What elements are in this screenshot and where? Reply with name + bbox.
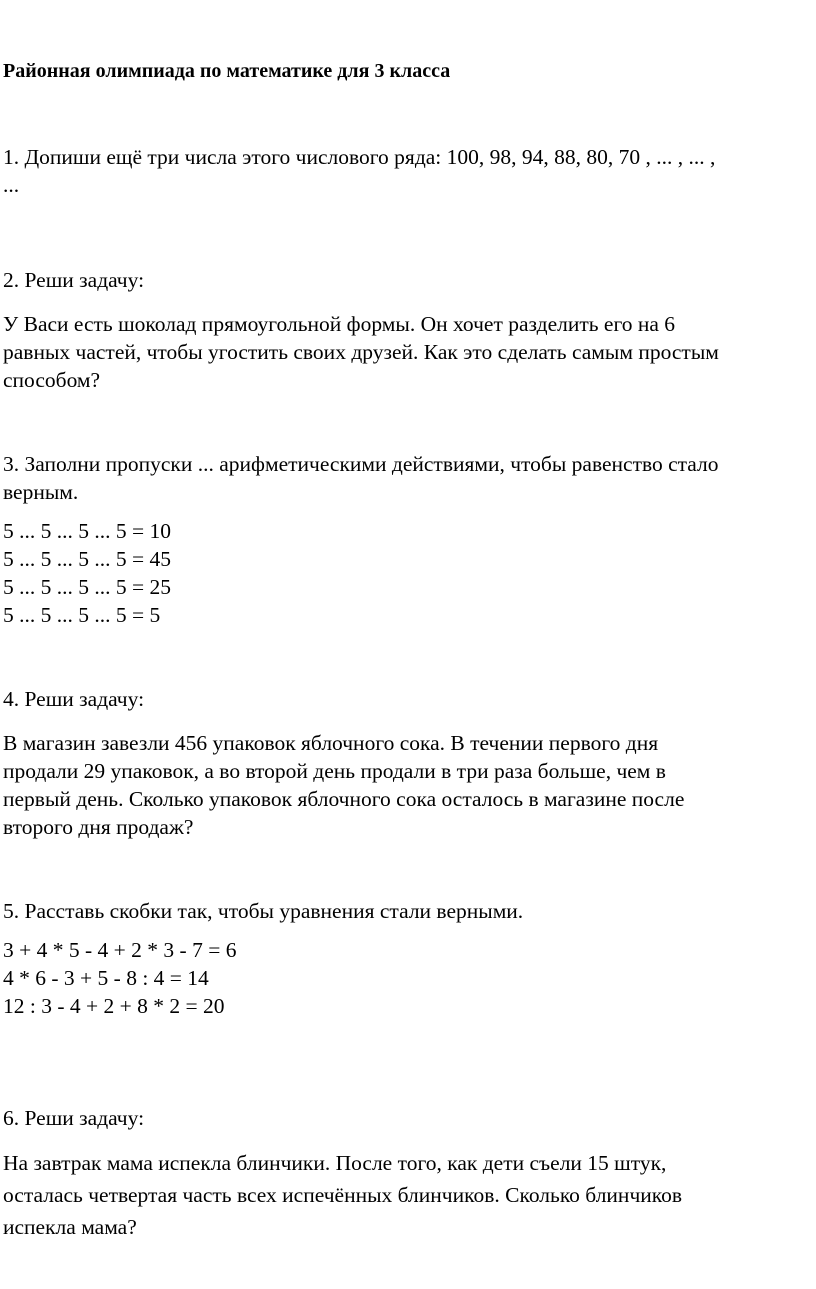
task3-equation-3: 5 ... 5 ... 5 ... 5 = 25 [3, 575, 172, 599]
task6-line-2: осталась четвертая часть всех испечённых блинчиков. Сколько блинчиков [3, 1183, 683, 1207]
task3-equation-4: 5 ... 5 ... 5 ... 5 = 5 [3, 603, 161, 627]
task2-line-3: способом? [3, 368, 101, 392]
task4-line-4: второго дня продаж? [3, 815, 194, 839]
task3-line-1: 3. Заполни пропуски ... арифметическими действиями, чтобы равенство стало [3, 452, 719, 476]
task3-line-2: верным. [3, 480, 79, 504]
task3-equation-2: 5 ... 5 ... 5 ... 5 = 45 [3, 547, 172, 571]
task6-line-1: На завтрак мама испекла блинчики. После того, как дети съели 15 штук, [3, 1151, 667, 1175]
task3-equation-1: 5 ... 5 ... 5 ... 5 = 10 [3, 519, 172, 543]
task6-line-3: испекла мама? [3, 1215, 137, 1239]
task4-line-1: В магазин завезли 456 упаковок яблочного сока. В течении первого дня [3, 731, 659, 755]
task5-heading: 5. Расставь скобки так, чтобы уравнения стали верными. [3, 899, 524, 923]
task6-heading: 6. Реши задачу: [3, 1106, 145, 1130]
task4-heading: 4. Реши задачу: [3, 687, 145, 711]
task4-line-2: продали 29 упаковок, а во второй день продали в три раза больше, чем в [3, 759, 666, 783]
task5-equation-3: 12 : 3 - 4 + 2 + 8 * 2 = 20 [3, 994, 225, 1018]
task2-heading: 2. Реши задачу: [3, 268, 145, 292]
task4-line-3: первый день. Сколько упаковок яблочного сока осталось в магазине после [3, 787, 685, 811]
task5-equation-2: 4 * 6 - 3 + 5 - 8 : 4 = 14 [3, 966, 209, 990]
task1-line-1: 1. Допиши ещё три числа этого числового ряда: 100, 98, 94, 88, 80, 70 , ... , ... , [3, 145, 716, 169]
task1-line-2: ... [3, 173, 20, 197]
document-title: Районная олимпиада по математике для 3 класса [3, 60, 451, 82]
task2-line-2: равных частей, чтобы угостить своих друзей. Как это сделать самым простым [3, 340, 719, 364]
task5-equation-1: 3 + 4 * 5 - 4 + 2 * 3 - 7 = 6 [3, 938, 237, 962]
task2-line-1: У Васи есть шоколад прямоугольной формы. Он хочет разделить его на 6 [3, 312, 676, 336]
